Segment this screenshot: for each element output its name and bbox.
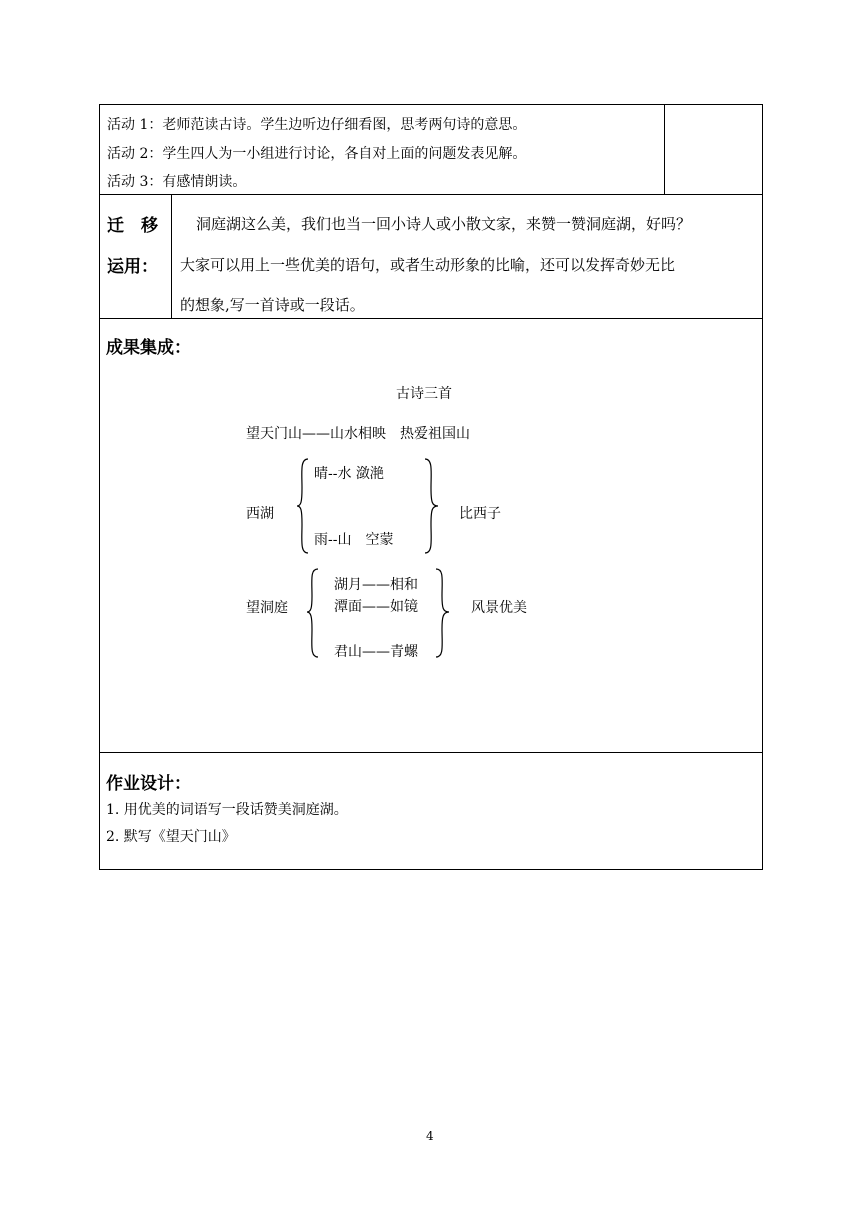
left-brace-icon — [296, 458, 310, 554]
xihu-sunny: 晴--水 潋滟 — [314, 466, 384, 482]
row-divider — [99, 194, 763, 195]
dongting-item-2: 潭面——如镜 — [334, 599, 418, 615]
column-divider — [171, 194, 172, 318]
poems-title: 古诗三首 — [396, 386, 452, 402]
row-divider — [99, 318, 763, 319]
transfer-text-line1: 洞庭湖这么美，我们也当一回小诗人或小散文家，来赞一赞洞庭湖，好吗？ — [196, 215, 692, 233]
poem1-summary: 望天门山——山水相映 热爱祖国山 — [246, 426, 470, 442]
homework-heading: 作业设计： — [106, 774, 191, 794]
activity-3: 活动 3：有感情朗读。 — [107, 174, 247, 190]
activity-1: 活动 1：老师范读古诗。学生边听边仔细看图，思考两句诗的意思。 — [107, 117, 527, 133]
dongting-item-1: 湖月——相和 — [334, 577, 418, 593]
transfer-label-line1: 迁 移 — [107, 216, 158, 236]
dongting-summary: 风景优美 — [471, 600, 527, 616]
homework-item-2: 2. 默写《望天门山》 — [106, 829, 236, 845]
column-divider — [664, 104, 665, 194]
right-brace-icon — [423, 458, 439, 554]
xihu-name: 西湖 — [246, 506, 274, 522]
activity-2: 活动 2：学生四人为一小组进行讨论，各自对上面的问题发表见解。 — [107, 146, 527, 162]
xihu-rainy: 雨--山 空蒙 — [314, 532, 394, 548]
transfer-text-line3: 的想象,写一首诗或一段话。 — [180, 296, 365, 314]
homework-item-1: 1. 用优美的词语写一段话赞美洞庭湖。 — [106, 802, 348, 818]
xihu-summary: 比西子 — [459, 506, 501, 522]
transfer-label-line2: 运用： — [107, 257, 158, 277]
page-number: 4 — [426, 1129, 434, 1143]
right-brace-icon — [434, 568, 450, 658]
dongting-item-3: 君山——青螺 — [334, 644, 418, 660]
dongting-name: 望洞庭 — [246, 600, 288, 616]
transfer-text-line2: 大家可以用上一些优美的语句，或者生动形象的比喻，还可以发挥奇妙无比 — [180, 256, 676, 274]
results-heading: 成果集成： — [106, 338, 191, 358]
left-brace-icon — [306, 568, 320, 658]
row-divider — [99, 752, 763, 753]
